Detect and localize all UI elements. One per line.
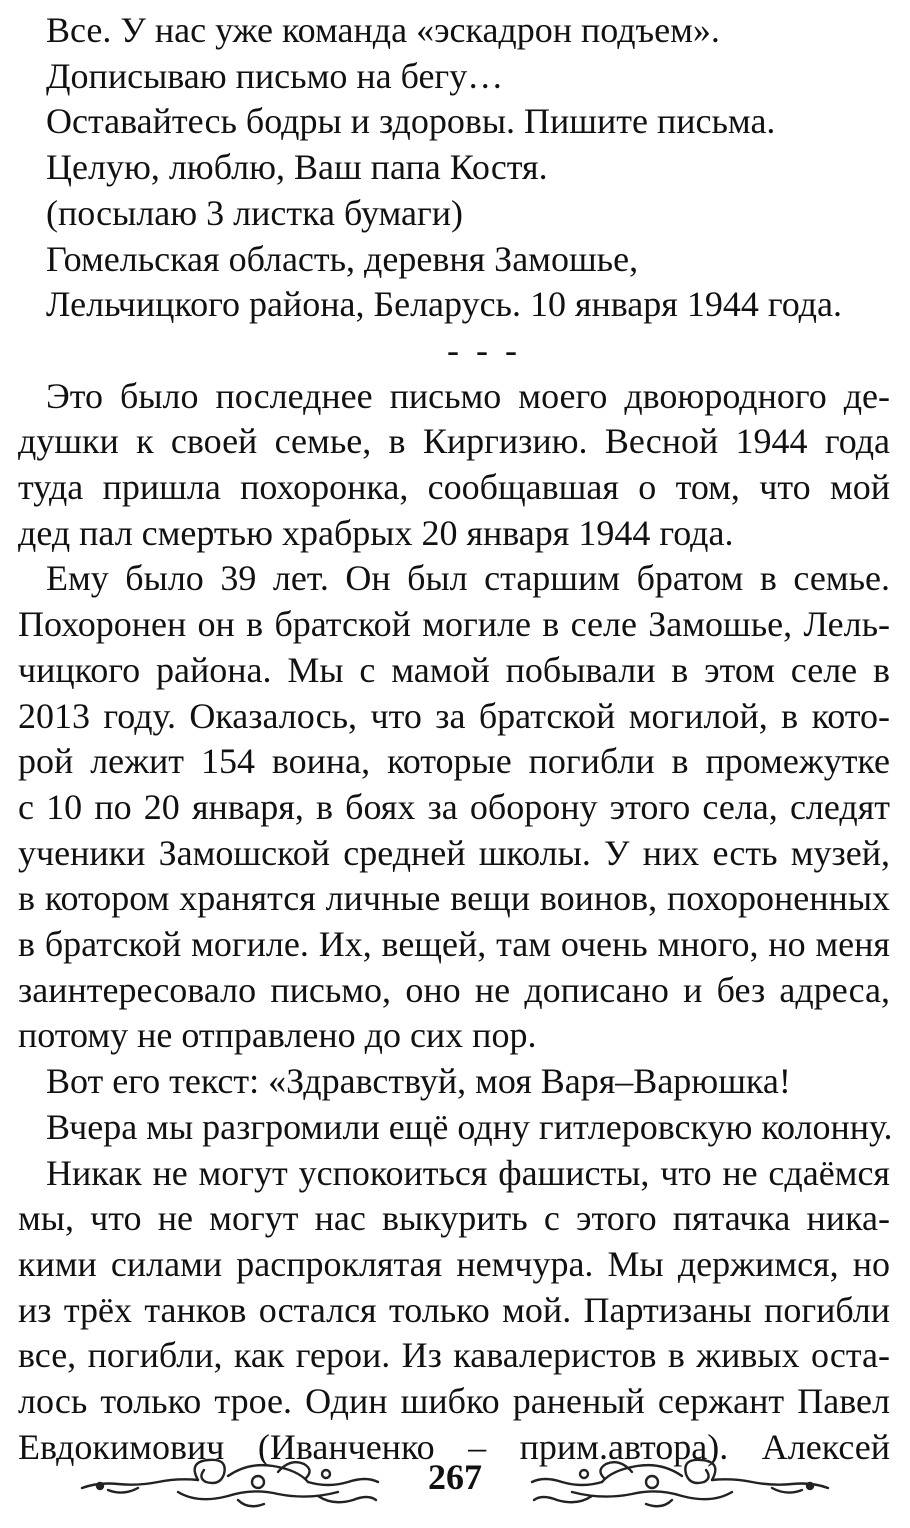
page-number: 267 — [428, 1457, 482, 1497]
paragraph — [18, 1151, 890, 1471]
paragraph-line: Это было последнее письмо моего двоюродного де- — [46, 375, 890, 416]
letter-line: Дописываю письмо на бегу… — [46, 55, 504, 96]
letter-line: Все. У нас уже команда «эскадрон подъем». — [46, 10, 720, 50]
letter-ending — [18, 8, 890, 328]
paragraph-line: чицкого района. Мы с мамой побывали в этом селе в — [18, 649, 890, 690]
paragraph-line: 2013 году. Оказалось, что за братской могилой, в кото- — [18, 695, 890, 736]
paragraph-line: дед пал смертью храбрых 20 января 1944 года. — [18, 512, 734, 553]
letter-line: Целую, люблю, Ваш папа Костя. — [46, 147, 548, 188]
paragraph-line: Похоронен он в братской могиле в селе Замошье, Лель- — [18, 604, 890, 645]
section-separator: - - - — [447, 329, 521, 370]
paragraph-line: Ему было 39 лет. Он был старшим братом в семье. — [46, 558, 890, 599]
paragraph — [18, 374, 890, 557]
paragraph-line: заинтересовало письмо, оно не дописано и без адреса, — [18, 969, 890, 1010]
paragraph-line: рой лежит 154 воина, которые погибли в промежутке — [18, 741, 890, 782]
paragraph-line: из трёх танков остался только мой. Партизаны погибли — [18, 1289, 890, 1330]
letter-line: Лельчицкого района, Беларусь. 10 января 1944 года. — [46, 284, 842, 325]
paragraph-line: кими силами распроклятая немчура. Мы держимся, но — [18, 1243, 890, 1284]
paragraph — [18, 556, 890, 1059]
paragraph-line: Вчера мы разгромили ещё одну гитлеровскую колонну. — [46, 1106, 893, 1147]
paragraph-line: с 10 по 20 января, в боях за оборону этого села, следят — [18, 786, 890, 827]
letter-line: Гомельская область, деревня Замошье, — [46, 238, 639, 279]
paragraph-line: в братской могиле. Их, вещей, там очень много, но меня — [18, 924, 890, 965]
paragraph-line: мы, что не могут нас выкурить с этого пятачка ника- — [18, 1198, 890, 1239]
paragraph-line: Евдокимович (Иванченко – прим.автора). Алексей — [18, 1426, 890, 1467]
paragraph-line: ученики Замошской средней школы. У них есть музей, — [18, 832, 890, 873]
paragraph-line: потому не отправлено до сих пор. — [18, 1015, 537, 1056]
paragraph-line: в котором хранятся личные вещи воинов, похороненных — [18, 878, 890, 919]
letter-line: (посылаю 3 листка бумаги) — [46, 192, 464, 233]
paragraph-line: душки к своей семье, в Киргизию. Весной 1944 года — [18, 421, 890, 462]
page-body — [18, 8, 893, 1471]
page-footer — [0, 1452, 910, 1512]
flourish-ornament-icon — [522, 1452, 832, 1512]
paragraph — [18, 1059, 890, 1105]
paragraph-line: Вот его текст: «Здравствуй, моя Варя–Варюшка! — [46, 1061, 791, 1102]
paragraph-line: лось только трое. Один шибко раненый сержант Павел — [18, 1381, 890, 1422]
paragraph-line: все, погибли, как герои. Из кавалеристов в живых оста- — [18, 1335, 890, 1376]
paragraph-line: туда пришла похоронка, сообщавшая о том, что мой — [18, 467, 890, 508]
paragraph — [18, 1105, 893, 1151]
letter-line: Оставайтесь бодры и здоровы. Пишите письма. — [46, 101, 776, 142]
paragraph-line: Никак не могут успокоиться фашисты, что не сдаёмся — [46, 1152, 890, 1193]
